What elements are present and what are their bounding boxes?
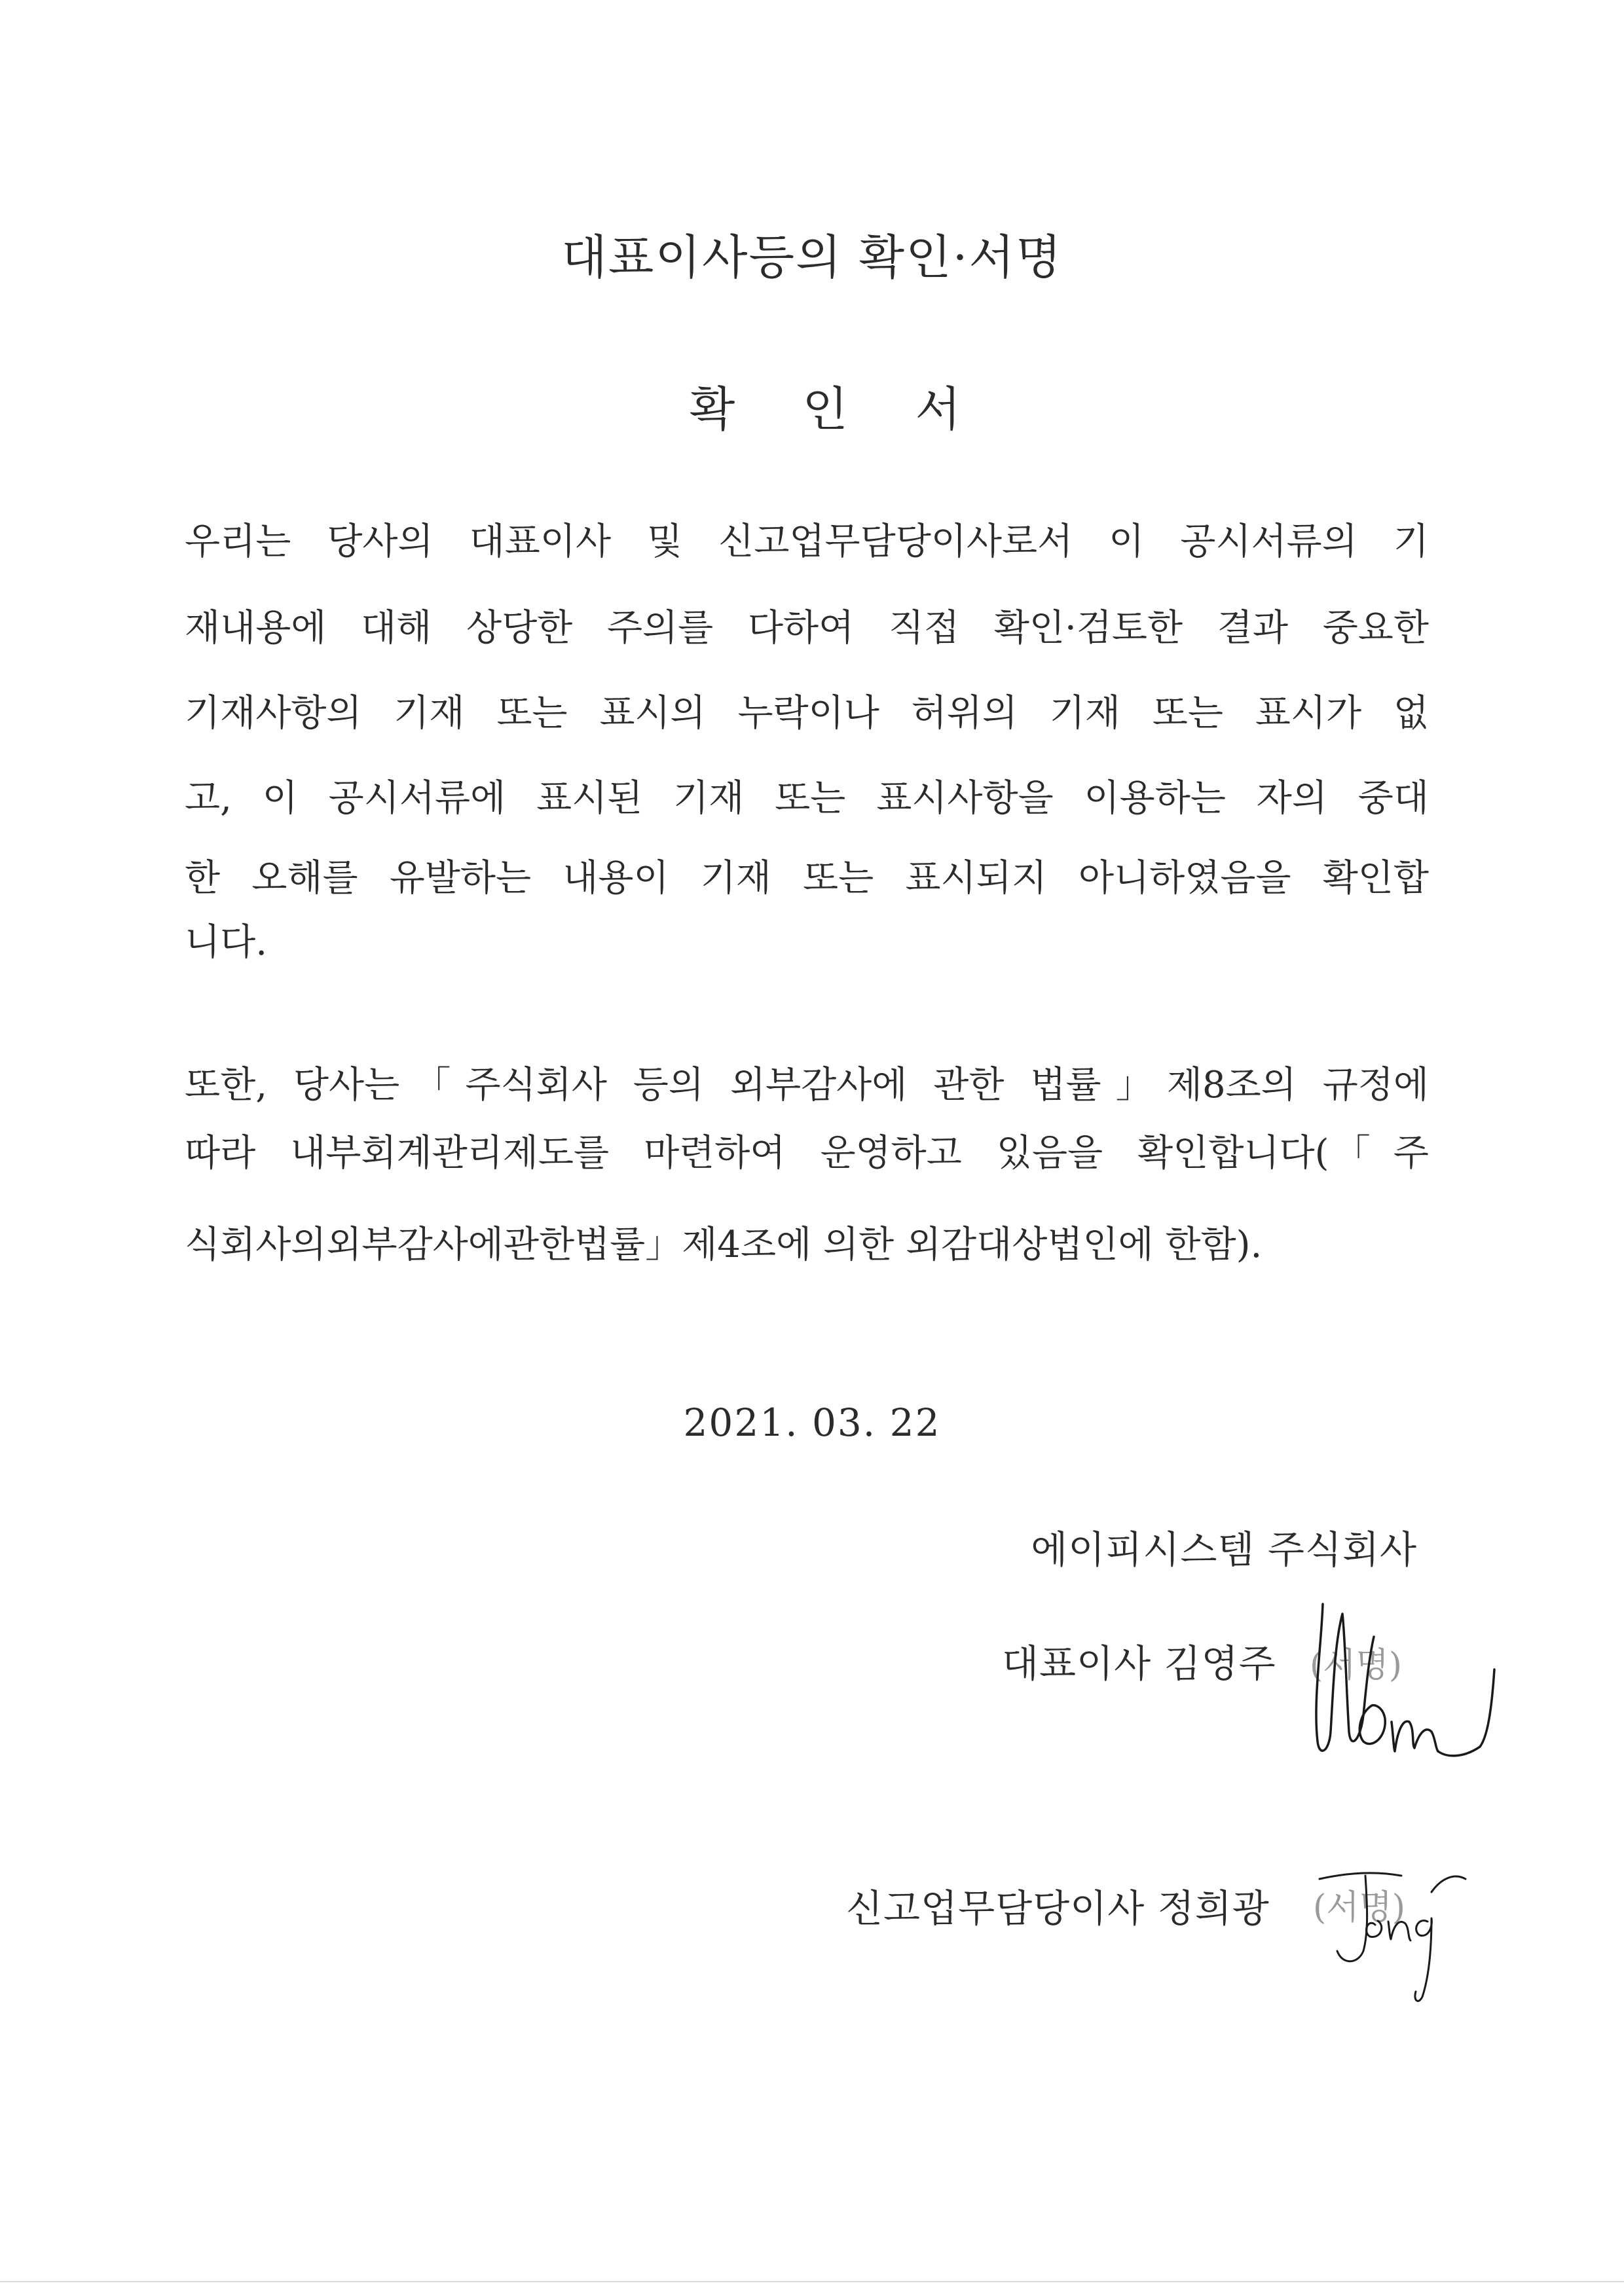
ceo-name: 대표이사 김영주 [1002,1641,1276,1686]
paragraph1-line: 니다. [185,921,267,964]
paragraph1-line: 재내용에 대해 상당한 주의를 다하여 직접 확인·검토한 결과 중요한 [185,607,1429,649]
paragraph1-line: 한 오해를 유발하는 내용이 기재 또는 표시되지 아니하였음을 확인합 [185,857,1429,900]
paragraph1-line: 우리는 당사의 대표이사 및 신고업무담당이사로서 이 공시서류의 기 [185,520,1429,563]
ceo-sign-label: (서명) [1310,1646,1403,1685]
document-date: 2021. 03. 22 [683,1400,941,1445]
bottom-rule [0,2281,1624,2282]
document-heading: 대표이사등의 확인·서명 [561,230,1063,285]
officer-name: 신고업무담당이사 정희광 [846,1886,1270,1931]
ceo-signature [1283,1591,1500,1800]
officer-sign-label: (서명) [1313,1888,1406,1927]
paragraph2-line: 식회사의외부감사에관한법률」제4조에 의한 외감대상법인에 한함). [185,1224,1263,1266]
paragraph1-line: 고, 이 공시서류에 표시된 기재 또는 표시사항을 이용하는 자의 중대 [185,777,1429,820]
company-name: 에이피시스템 주식회사 [1031,1527,1417,1572]
paragraph2-line: 따라 내부회계관리제도를 마련하여 운영하고 있음을 확인합니다(「주 [185,1132,1429,1175]
officer-signature [1303,1853,1473,2010]
document-subtitle: 확 인 서 [689,382,987,437]
paragraph1-line: 기재사항의 기재 또는 표시의 누락이나 허위의 기재 또는 표시가 없 [185,692,1429,735]
paragraph2-line: 또한, 당사는「주식회사 등의 외부감사에 관한 법률」제8조의 규정에 [185,1064,1429,1106]
